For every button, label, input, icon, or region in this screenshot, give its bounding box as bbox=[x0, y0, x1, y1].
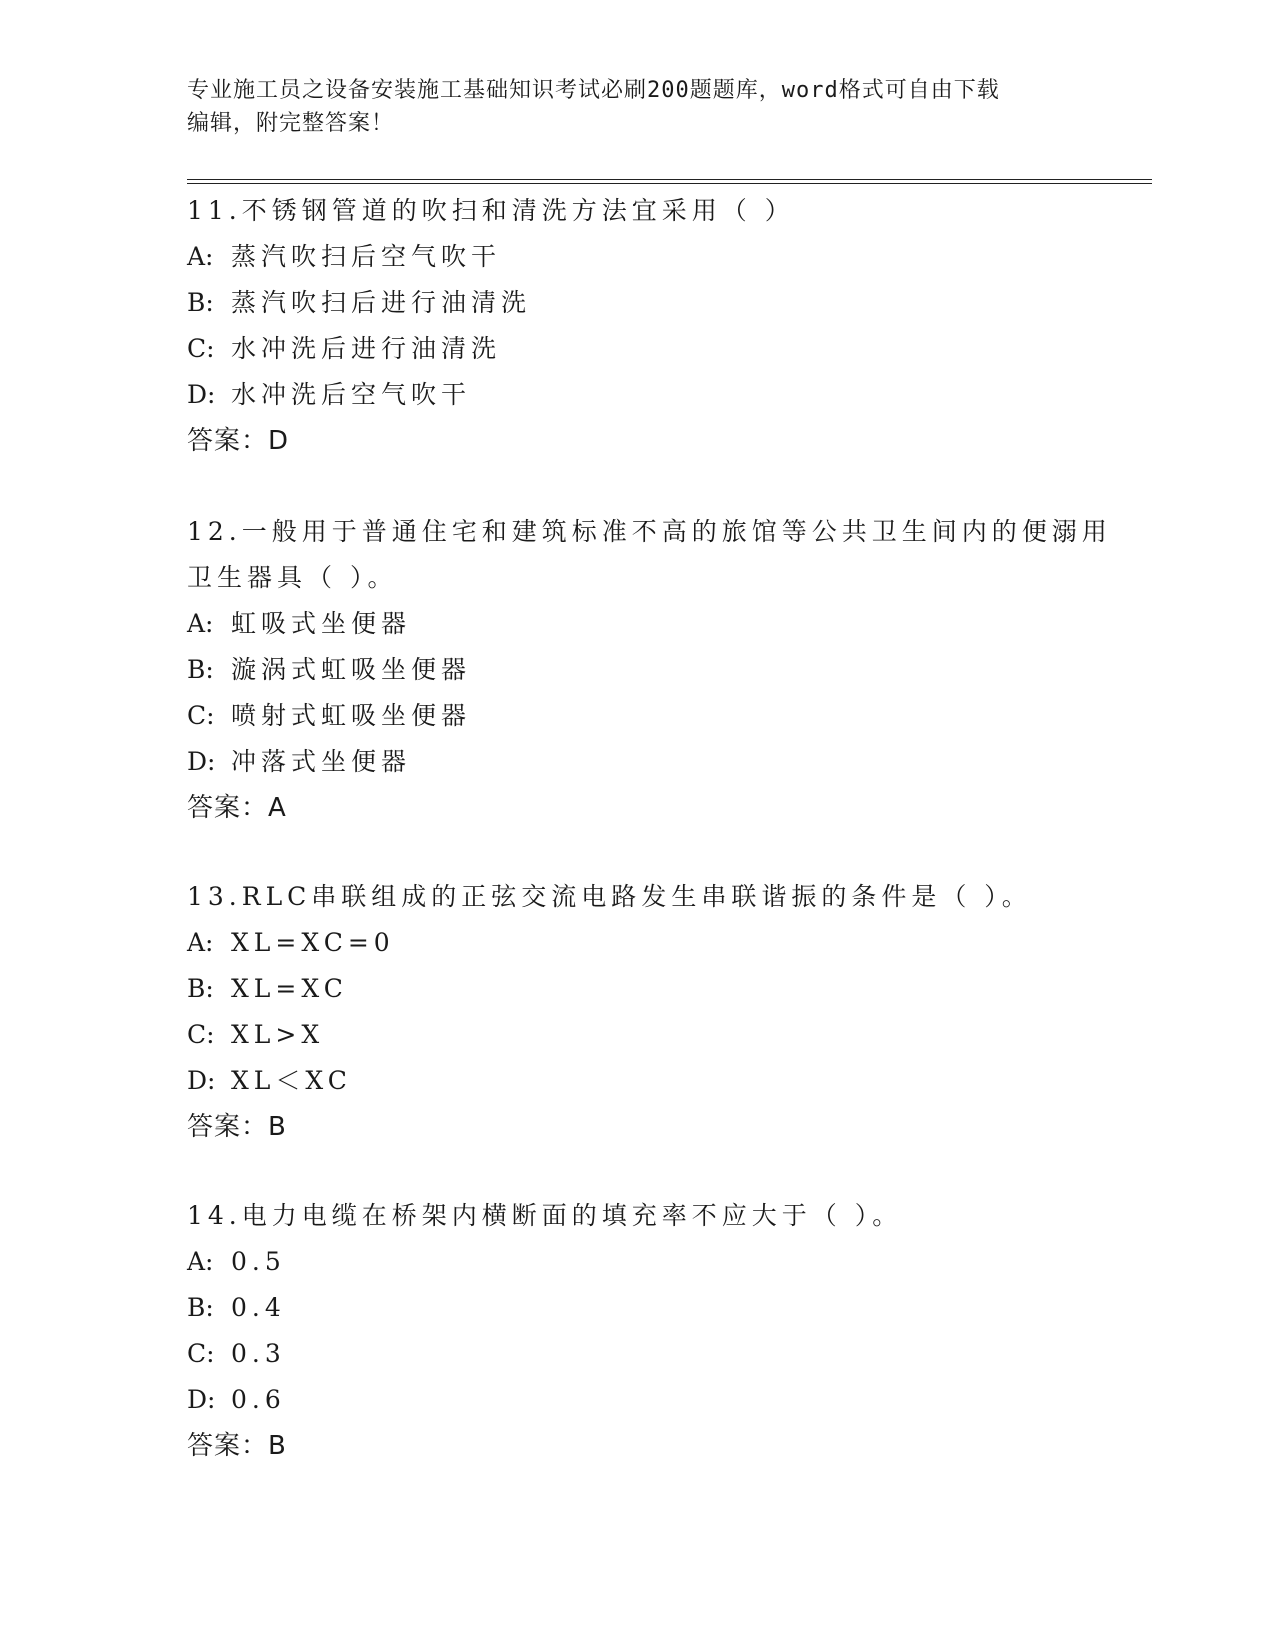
option-key: D: bbox=[187, 747, 216, 776]
question-block bbox=[187, 509, 1112, 831]
option-text: 虹吸式坐便器 bbox=[231, 609, 412, 638]
option-d bbox=[187, 1058, 1087, 1104]
option-c bbox=[187, 1012, 1087, 1058]
option-text: XL=XC=0 bbox=[231, 928, 395, 957]
option-key: A: bbox=[187, 609, 214, 638]
option-text: XL=XC bbox=[231, 974, 348, 1003]
option-text: 蒸汽吹扫后空气吹干 bbox=[231, 242, 502, 271]
header-line-2: 编辑，附完整答案！ bbox=[187, 111, 395, 136]
option-key: C: bbox=[187, 1339, 215, 1368]
option-key: C: bbox=[187, 334, 215, 363]
option-text: 喷射式虹吸坐便器 bbox=[231, 701, 472, 730]
answer-line: 答案：D bbox=[187, 426, 290, 456]
option-text: 0.5 bbox=[231, 1247, 286, 1276]
option-c bbox=[187, 693, 1087, 739]
option-text: 水冲洗后空气吹干 bbox=[231, 380, 472, 409]
question-stem: 13.RLC串联组成的正弦交流电路发生串联谐振的条件是（ ）。 bbox=[187, 882, 1032, 911]
option-text: XL>X bbox=[231, 1020, 325, 1049]
option-key: D: bbox=[187, 380, 216, 409]
answer-line: 答案：A bbox=[187, 793, 287, 823]
option-key: A: bbox=[187, 928, 214, 957]
option-c bbox=[187, 1331, 1087, 1377]
option-key: A: bbox=[187, 1247, 214, 1276]
option-key: B: bbox=[187, 655, 214, 684]
answer-line: 答案：B bbox=[187, 1431, 287, 1461]
option-text: XL＜XC bbox=[231, 1066, 352, 1095]
option-text: 0.6 bbox=[231, 1385, 286, 1414]
header-divider-bottom bbox=[187, 183, 1152, 184]
option-a bbox=[187, 601, 1087, 647]
option-d bbox=[187, 739, 1087, 785]
header-line-1: 专业施工员之设备安装施工基础知识考试必刷200题题库，word格式可自由下载 bbox=[187, 78, 1000, 103]
document-header bbox=[187, 74, 1067, 140]
option-key: B: bbox=[187, 974, 214, 1003]
header-divider-top bbox=[187, 179, 1152, 180]
option-key: D: bbox=[187, 1066, 216, 1095]
option-b bbox=[187, 1285, 1087, 1331]
option-key: A: bbox=[187, 242, 214, 271]
question-block bbox=[187, 1193, 1087, 1469]
option-text: 0.3 bbox=[231, 1339, 286, 1368]
option-text: 蒸汽吹扫后进行油清洗 bbox=[231, 288, 532, 317]
option-d bbox=[187, 372, 1087, 418]
option-text: 漩涡式虹吸坐便器 bbox=[231, 655, 472, 684]
option-text: 水冲洗后进行油清洗 bbox=[231, 334, 502, 363]
option-a bbox=[187, 920, 1087, 966]
option-b bbox=[187, 647, 1087, 693]
question-stem: 12.一般用于普通住宅和建筑标准不高的旅馆等公共卫生间内的便溺用 bbox=[187, 517, 1112, 546]
option-text: 冲落式坐便器 bbox=[231, 747, 412, 776]
option-b bbox=[187, 966, 1087, 1012]
option-a bbox=[187, 1239, 1087, 1285]
question-stem-continuation: 卫生器具（ ）。 bbox=[187, 563, 398, 592]
option-key: C: bbox=[187, 701, 215, 730]
question-block bbox=[187, 874, 1087, 1150]
question-stem: 14.电力电缆在桥架内横断面的填充率不应大于（ ）。 bbox=[187, 1201, 903, 1230]
option-key: D: bbox=[187, 1385, 216, 1414]
option-key: B: bbox=[187, 288, 214, 317]
option-text: 0.4 bbox=[231, 1293, 286, 1322]
option-c bbox=[187, 326, 1087, 372]
option-d bbox=[187, 1377, 1087, 1423]
option-key: B: bbox=[187, 1293, 214, 1322]
answer-line: 答案：B bbox=[187, 1112, 287, 1142]
option-key: C: bbox=[187, 1020, 215, 1049]
question-block bbox=[187, 188, 1087, 464]
question-stem: 11.不锈钢管道的吹扫和清洗方法宜采用（ ） bbox=[187, 196, 795, 225]
option-b bbox=[187, 280, 1087, 326]
option-a bbox=[187, 234, 1087, 280]
